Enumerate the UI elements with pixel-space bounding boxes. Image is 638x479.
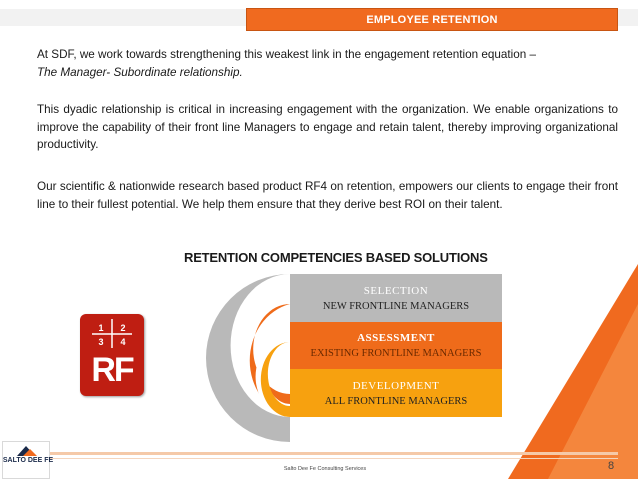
- top-decor-bar-left: [0, 9, 246, 26]
- band-assessment-heading: ASSESSMENT: [357, 332, 435, 344]
- band-selection: [290, 274, 502, 322]
- band-selection-heading: SELECTION: [363, 284, 429, 297]
- rf-letters: RF: [91, 351, 133, 389]
- header-banner: [246, 8, 618, 31]
- page-number: 8: [608, 460, 615, 472]
- footer-rule: [48, 452, 618, 455]
- rf-grid: [90, 319, 134, 349]
- footer-company: Salto Dee Fe Consulting Services: [283, 466, 367, 472]
- rf-cell-1: 1: [98, 322, 104, 333]
- band-assessment-subheading: EXISTING FRONTLINE MANAGERS: [310, 348, 482, 359]
- footer-rule-thin: [48, 458, 618, 459]
- rf-cell-2: 2: [120, 322, 126, 333]
- band-development-heading: DEVELOPMENT: [352, 379, 440, 392]
- intro-emphasis: The Manager- Subordinate relationship.: [37, 65, 243, 79]
- intro-paragraph: [37, 46, 618, 81]
- header-title: EMPLOYEE RETENTION: [366, 13, 498, 26]
- band-development: [290, 369, 502, 417]
- band-assessment: [290, 322, 502, 369]
- intro-text: At SDF, we work towards strengthening this weakest link in the engagement retention equation –: [37, 48, 536, 61]
- rf-cell-3: 3: [98, 336, 104, 347]
- retention-solutions-diagram: [206, 274, 502, 442]
- rf-cell-4: 4: [120, 336, 126, 347]
- band-development-subheading: ALL FRONTLINE MANAGERS: [324, 395, 468, 407]
- band-selection-subheading: NEW FRONTLINE MANAGERS: [322, 300, 470, 312]
- footer-brand: SALTO DEE FE: [2, 457, 54, 464]
- product-paragraph: Our scientific & nationwide research based product RF4 on retention, empowers our clients to engage their front line to their fullest potential. We help them ensure that they derive best ROI on their talent.: [37, 180, 618, 211]
- relationship-paragraph: This dyadic relationship is critical in increasing engagement with the organization. We enable organizations to improve the capability of their front line Managers to engage and retain talent, thereby improving organizational productivity.: [37, 103, 618, 151]
- rf4-logo: [80, 314, 144, 396]
- section-title: RETENTION COMPETENCIES BASED SOLUTIONS: [184, 250, 488, 265]
- top-decor-bar-right: [618, 9, 638, 26]
- corner-decoration: [488, 264, 638, 479]
